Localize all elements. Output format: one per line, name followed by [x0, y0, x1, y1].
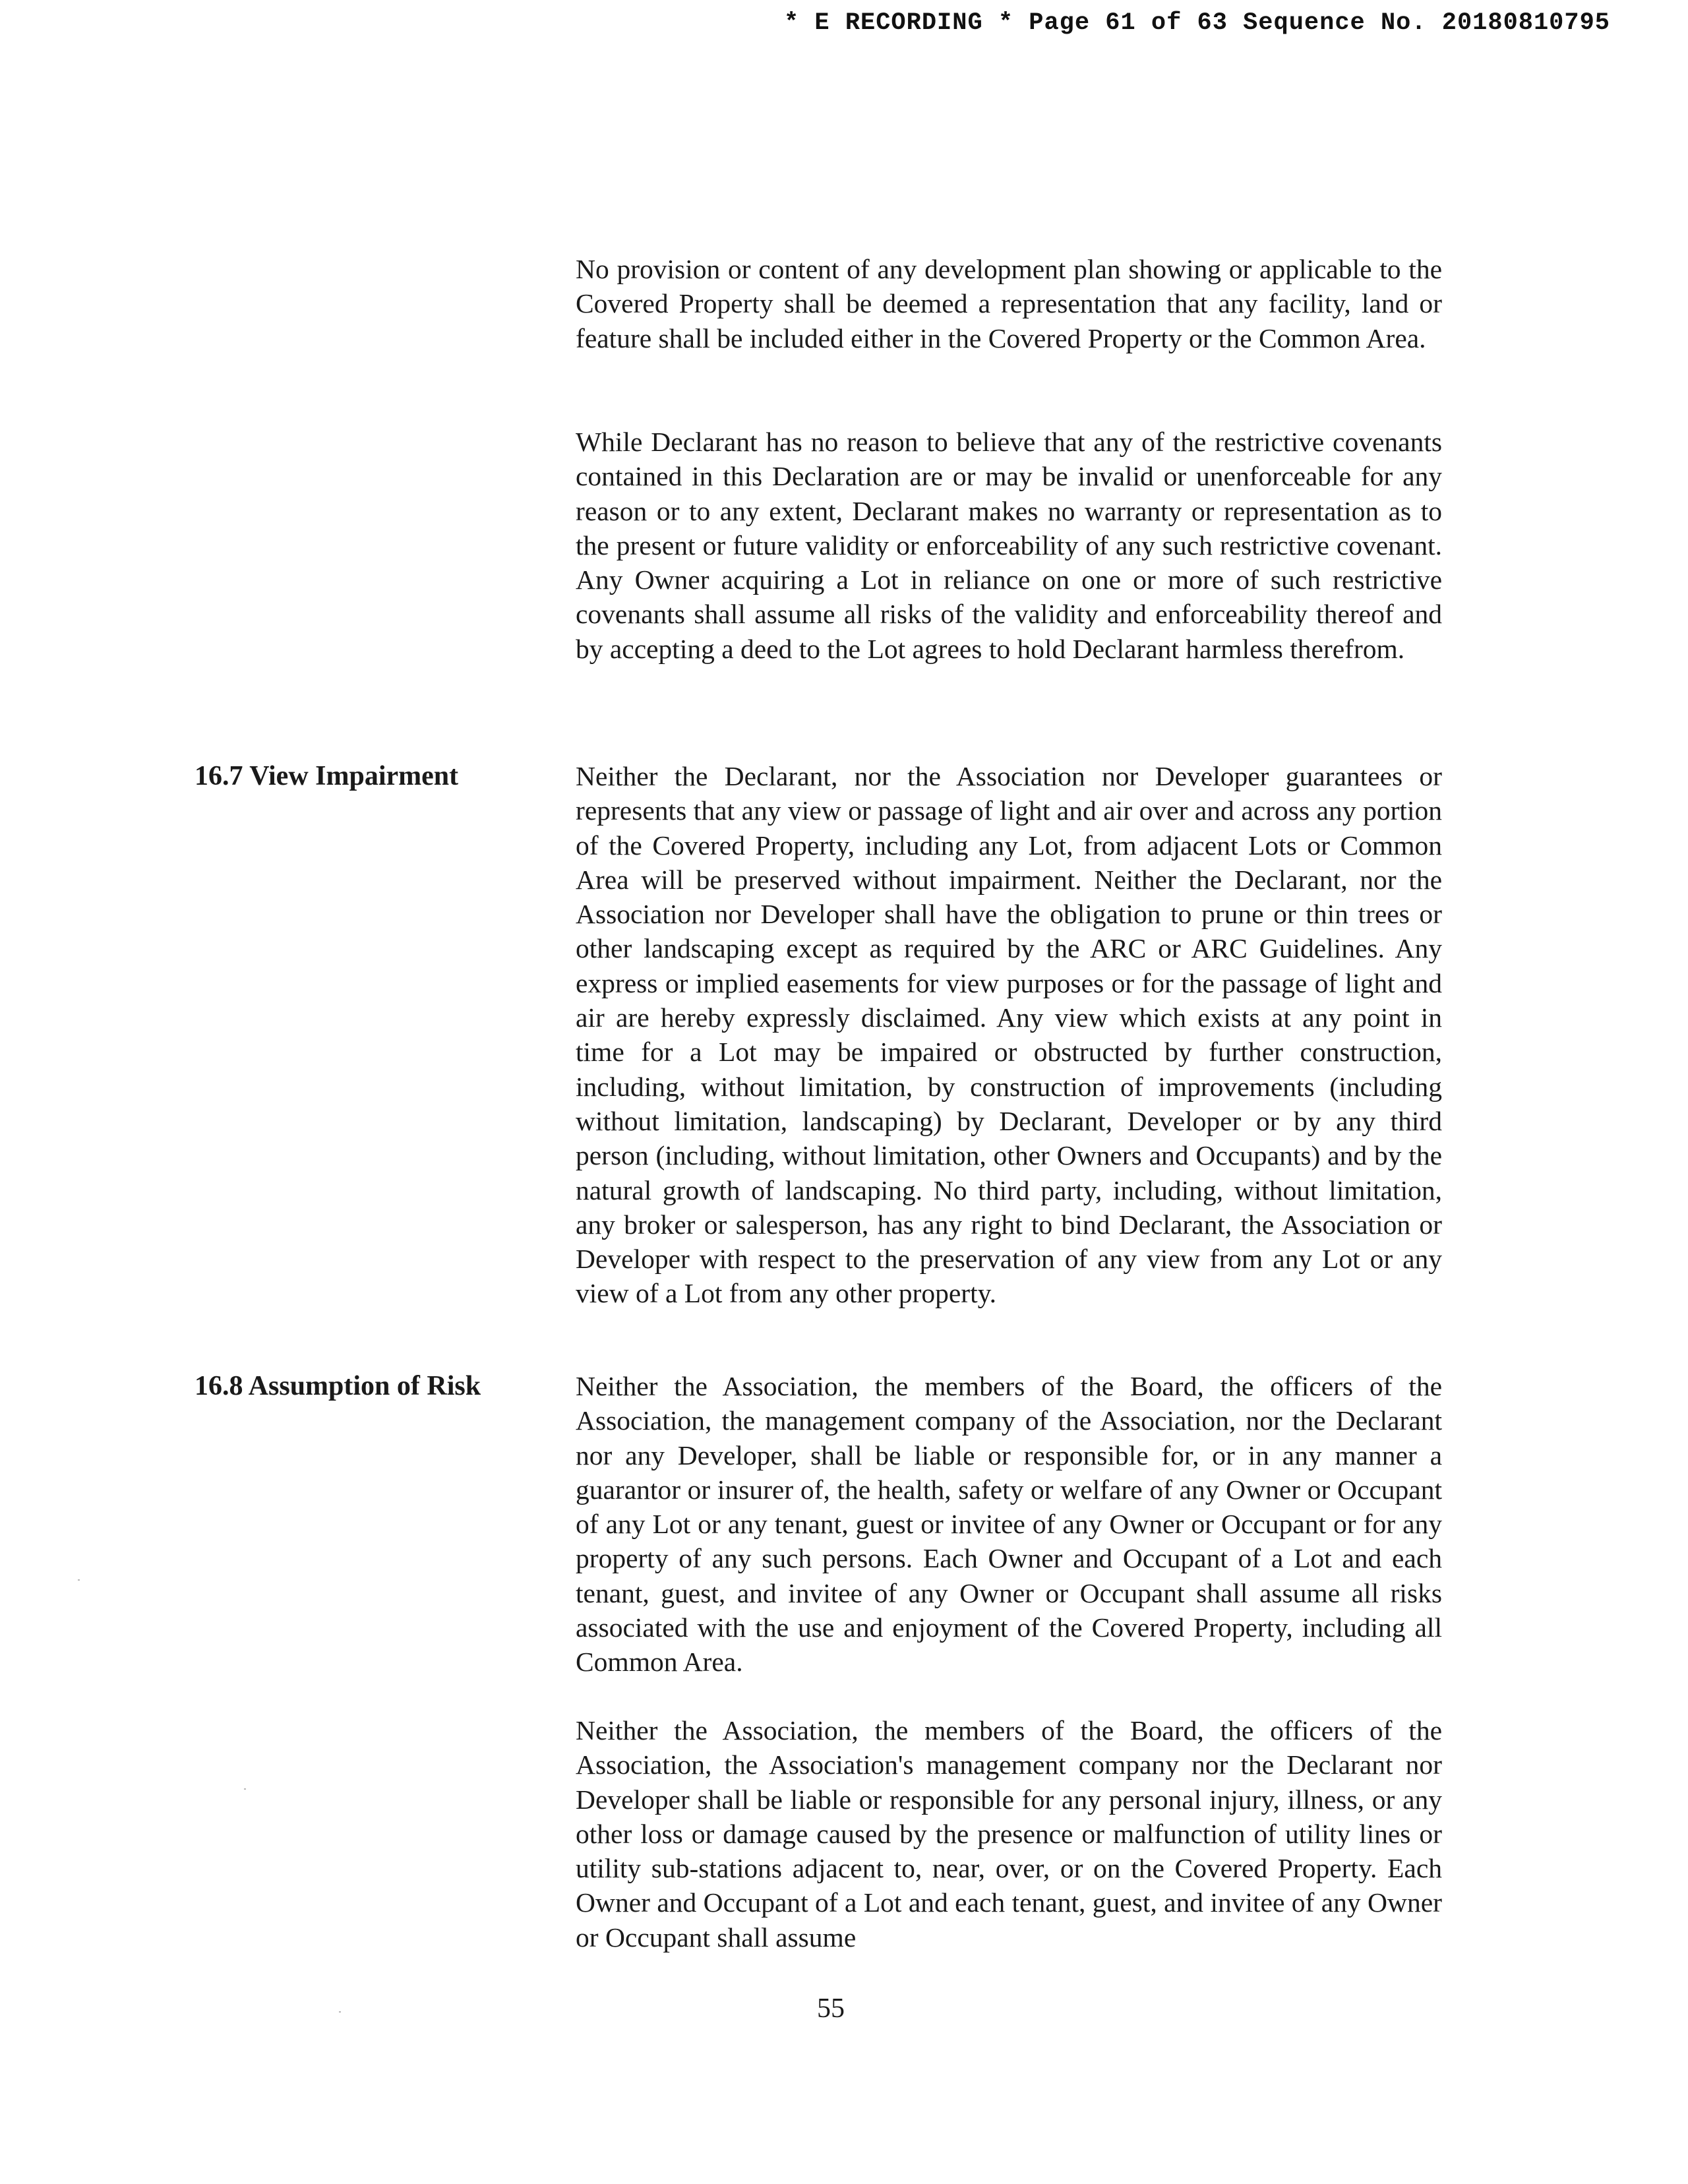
recording-header: * E RECORDING * Page 61 of 63 Sequence No. 20180810795: [784, 9, 1610, 37]
paragraph-view-impairment: Neither the Declarant, nor the Association nor Developer guarantees or represents that any view or passage of light and air over and across any portion of the Covered Property, including any Lot, from adjacent Lots or Common Area will be preserved without impairment. Neither the Declarant, nor the Association nor Developer shall have the obligation to prune or thin trees or other landscaping except as required by the ARC or ARC Guidelines. Any express or implied easements for view purposes or for the passage of light and air are hereby expressly disclaimed. Any view which exists at any point in time for a Lot may be impaired or obstructed by further construction, including, without limitation, by construction of improvements (including without limitation, landscaping) by Declarant, Developer or by any third person (including, without limitation, other Owners and Occupants) and by the natural growth of landscaping. No third party, including, without limitation, any broker or salesperson, has any right to bind Declarant, the Association or Developer with respect to the preservation of any view from any Lot or any view of a Lot from any other property.: [576, 761, 1442, 1309]
scan-speck: [244, 1788, 246, 1790]
scan-speck: [339, 2011, 341, 2013]
paragraph-restrictive-covenants: While Declarant has no reason to believe that any of the restrictive covenants contained in this Declaration are or may be invalid or unenforceable for any reason or to any extent, Declarant makes no warranty or representation as to the present or future validity or enforceability of any such restrictive covenant. Any Owner acquiring a Lot in reliance on one or more of such restrictive covenants shall assume all risks of the validity and enforceability thereof and by accepting a deed to the Lot agrees to hold Declarant harmless therefrom.: [576, 427, 1442, 664]
page-number: 55: [817, 1993, 845, 2024]
paragraph-development-plan: No provision or content of any development plan showing or applicable to the Covered Property shall be deemed a representation that any facility, land or feature shall be included either in the Covered Property or the Common Area.: [576, 254, 1442, 353]
section-heading-view-impairment: 16.7 View Impairment: [195, 761, 459, 791]
section-heading-assumption-of-risk: 16.8 Assumption of Risk: [195, 1371, 481, 1401]
paragraph-assumption-of-risk-1: Neither the Association, the members of the Board, the officers of the Association, the management company of the Association, nor the Declarant nor any Developer, shall be liable or responsible for, or in any manner a guarantor or insurer of, the health, safety or welfare of any Owner or Occupant of any Lot or any tenant, guest or invitee of any Owner or Occupant or for any property of any such persons. Each Owner and Occupant of a Lot and each tenant, guest, and invitee of any Owner or Occupant shall assume all risks associated with the use and enjoyment of the Covered Property, including all Common Area.: [576, 1371, 1442, 1678]
paragraph-assumption-of-risk-2: Neither the Association, the members of the Board, the officers of the Association, the Association's management company nor the Declarant nor Developer shall be liable or responsible for any personal injury, illness, or any other loss or damage caused by the presence or malfunction of utility lines or utility sub-stations adjacent to, near, over, or on the Covered Property. Each Owner and Occupant of a Lot and each tenant, guest, and invitee of any Owner or Occupant shall assume: [576, 1715, 1442, 1953]
scan-speck: [78, 1579, 80, 1581]
